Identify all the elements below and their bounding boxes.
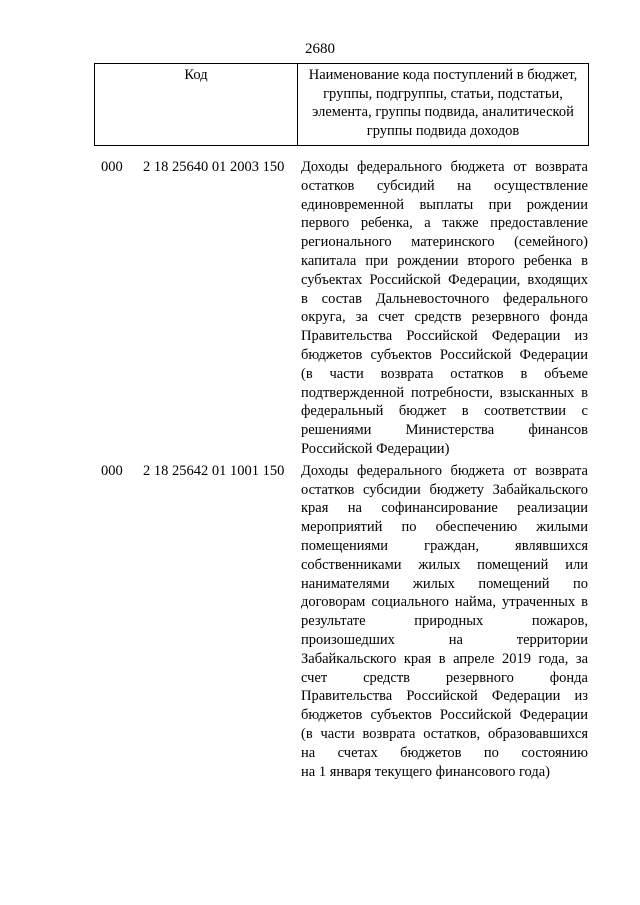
table-row (0, 462, 640, 782)
description-line: округа, за счет средств резервного фонда (301, 309, 588, 326)
description-line: счет средств резервного фонда (301, 669, 588, 686)
description-line: остатков субсидии бюджету Забайкальского (301, 481, 588, 498)
income-code: 2 18 25642 01 1001 150 (143, 462, 285, 479)
description-line: первого ребенка, а также предоставление (301, 215, 588, 232)
description-line: (в части возврата остатков, образовавшихся (301, 725, 588, 742)
income-description (301, 462, 588, 782)
income-description (301, 158, 588, 459)
description-line: регионального материнского (семейного) (301, 234, 588, 251)
description-line: единовременной выплаты при рождении (301, 196, 588, 213)
admin-code: 000 (101, 462, 123, 479)
description-line: договорам социального найма, утраченных в (301, 594, 588, 611)
description-line: (в части возврата остатков в объеме (301, 365, 588, 382)
description-line: мероприятий по обеспечению жилыми (301, 519, 588, 536)
income-code: 2 18 25640 01 2003 150 (143, 159, 285, 175)
description-line: результате природных пожаров, (301, 613, 588, 630)
description-line: собственниками жилых помещений или (301, 556, 588, 573)
page-number: 2680 (305, 41, 335, 57)
description-line: Российской Федерации) (301, 440, 450, 457)
description-line: произошедших на территории (301, 631, 588, 648)
description-line: края на софинансирование реализации (301, 500, 588, 517)
header-code-column: Код (95, 64, 298, 145)
admin-code: 000 (101, 159, 123, 175)
description-line: нанимателями жилых помещений по (301, 575, 588, 592)
description-line: бюджетов субъектов Российской Федерации (301, 707, 588, 724)
description-line: на счетах бюджетов по состоянию (301, 744, 588, 761)
description-line: остатков субсидий на осуществление (301, 177, 588, 194)
description-line: помещениями граждан, являвшихся (301, 537, 588, 554)
description-line: Правительства Российской Федерации из (301, 688, 588, 705)
description-line: в состав Дальневосточного федерального (301, 290, 588, 307)
description-line: капитала при рождении второго ребенка в (301, 252, 588, 269)
description-line: Доходы федерального бюджета от возврата (301, 462, 588, 479)
header-name-column: Наименование кода поступлений в бюджет, группы, подгруппы, статьи, подстатьи, элемента, группы подвида, аналитической группы подвида доходов (308, 67, 578, 139)
description-line: субъектах Российской Федерации, входящих (301, 271, 588, 288)
description-line: Правительства Российской Федерации из (301, 328, 588, 345)
description-line: бюджетов субъектов Российской Федерации (301, 346, 588, 363)
description-line: подтвержденной потребности, взысканных в (301, 384, 588, 401)
description-line: Доходы федерального бюджета от возврата (301, 159, 588, 175)
description-line: на 1 января текущего финансового года) (301, 763, 550, 780)
description-line: Забайкальского края в апреле 2019 года, за (301, 650, 588, 667)
table-header (94, 63, 589, 146)
income-code-list (0, 158, 640, 781)
description-line: решениями Министерства финансов (301, 422, 588, 439)
description-line: федеральный бюджет в соответствии с (301, 403, 588, 420)
table-row (0, 158, 640, 459)
